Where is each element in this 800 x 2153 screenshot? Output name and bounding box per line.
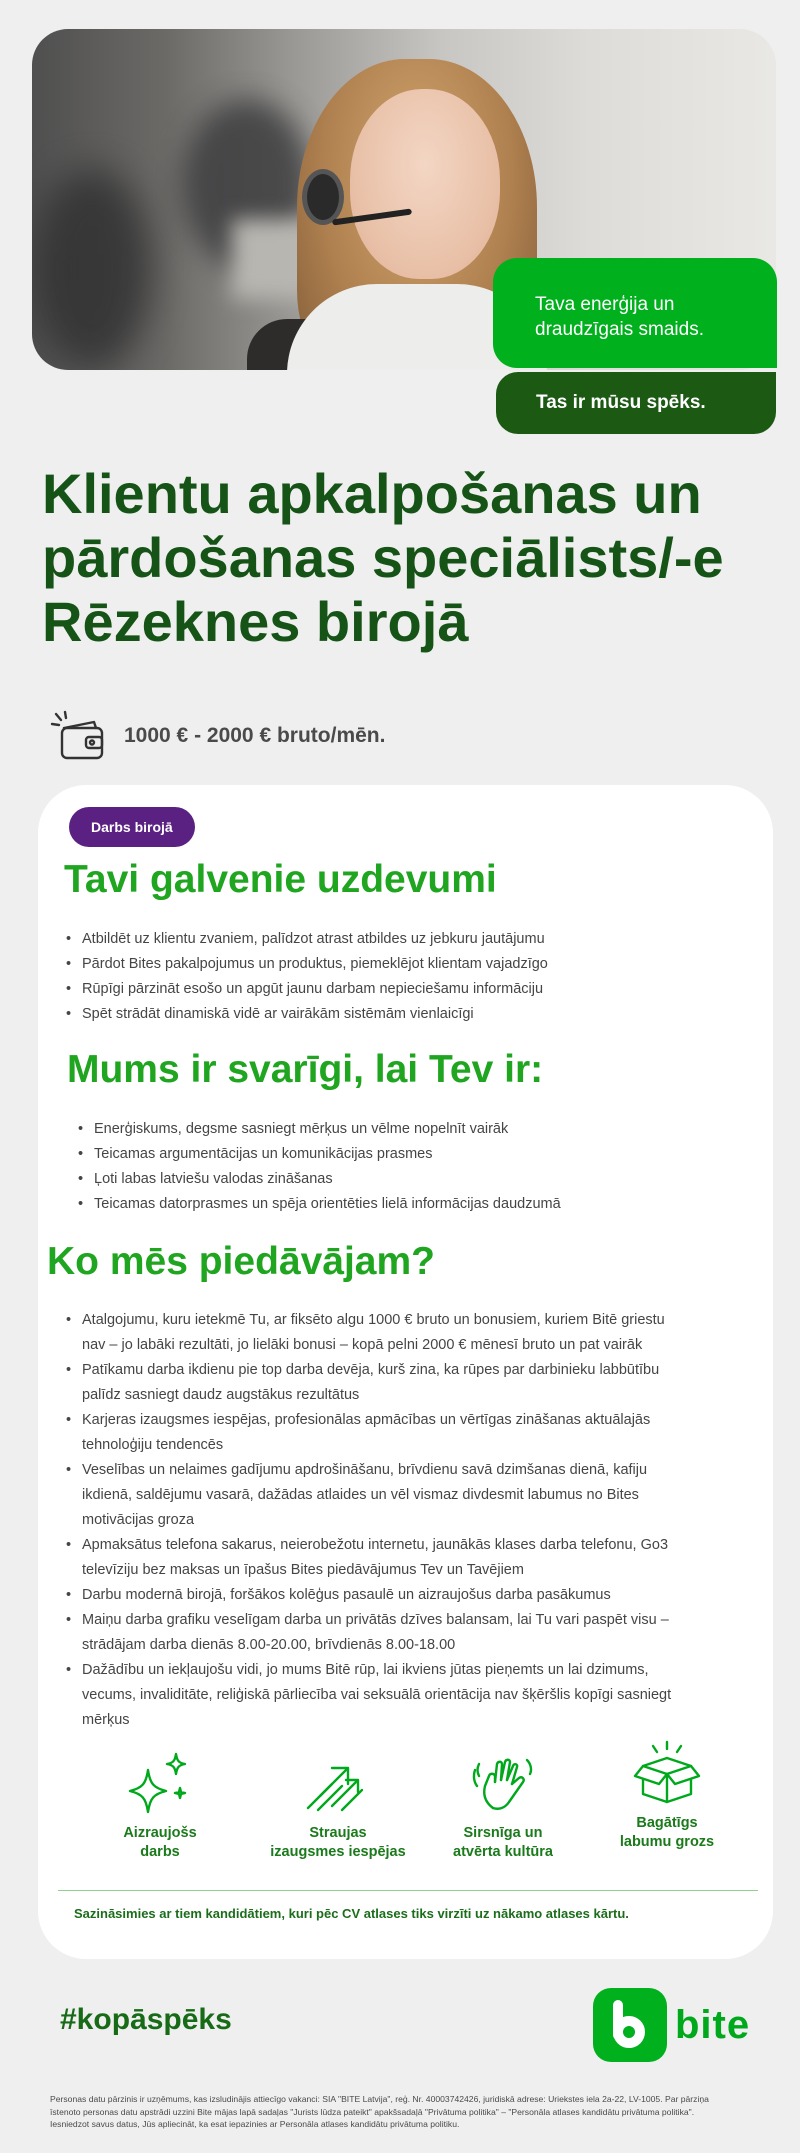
benefit-culture: Sirsnīga un atvērta kultūra: [418, 1750, 588, 1862]
offer-list: [66, 1308, 671, 1733]
gift-box-icon: [631, 1740, 703, 1806]
list-item: • Pārdot Bites pakalpojumus un produktus, piemeklējot klientam vajadzīgo: [66, 952, 548, 977]
list-item: • Enerģiskums, degsme sasniegt mērķus un vēlme nopelnīt vairāk: [78, 1117, 561, 1142]
list-item: • Spēt strādāt dinamiskā vidē ar vairākām sistēmām vienlaicīgi: [66, 1002, 548, 1027]
benefit-growth: Straujas izaugsmes iespējas: [253, 1750, 423, 1862]
tasks-list: [66, 927, 548, 1027]
bubble-line-2: draudzīgais smaids.: [535, 319, 704, 340]
list-item: • Apmaksātus telefona sakarus, neierobežotu internetu, jaunākās klases darba telefonu, Go3 televīziju bez maksas un īpašus Bites piedāvājumus Tev un Tavējiem: [66, 1533, 671, 1583]
hashtag: #kopāspēks: [60, 2003, 232, 2036]
list-item: • Dažādību un iekļaujošu vidi, jo mums Bitē rūp, lai ikviens jūtas pieņemts un lai dzimums, vecums, invaliditāte, reliģiskā pārliecība vai seksuālā orientācija nav šķēršlis kopīgi sasniegt mērķus: [66, 1658, 671, 1733]
job-details-card: [38, 785, 773, 1959]
divider: [58, 1890, 758, 1891]
job-title-line-3: Rēzeknes birojā: [42, 590, 469, 653]
offer-heading: Ko mēs piedāvājam?: [47, 1240, 435, 1283]
bite-logo-text: bite: [675, 2002, 751, 2047]
bite-logo: [593, 1986, 753, 2064]
list-item: • Teicamas argumentācijas un komunikācijas prasmes: [78, 1142, 561, 1167]
contact-note: Sazināsimies ar tiem kandidātiem, kuri pēc CV atlases tiks virzīti uz nākamo atlases kārtu.: [74, 1906, 629, 1921]
list-item: • Ļoti labas latviešu valodas zināšanas: [78, 1167, 561, 1192]
benefit-exciting-work: Aizraujošs darbs: [75, 1750, 245, 1862]
headset-icon: [302, 169, 344, 225]
growth-arrows-icon: [302, 1750, 374, 1816]
benefits-row: [38, 1750, 773, 1870]
requirements-list: [78, 1117, 561, 1217]
list-item: • Karjeras izaugsmes iespējas, profesionālas apmācības un vērtīgas zināšanas aktuālajās tehnoloģiju tendencēs: [66, 1408, 671, 1458]
list-item: • Atbildēt uz klientu zvaniem, palīdzot atrast atbildes uz jebkuru jautājumu: [66, 927, 548, 952]
list-item: • Maiņu darba grafiku veselīgam darba un privātās dzīves balansam, lai Tu vari paspēt visu – strādājam darba dienās 8.00-20.00, brīvdienās 8.00-18.00: [66, 1608, 671, 1658]
job-title-line-1: Klientu apkalpošanas un: [42, 462, 702, 525]
benefit-perks: Bagātīgs labumu grozs: [582, 1740, 752, 1852]
requirements-heading: Mums ir svarīgi, lai Tev ir:: [67, 1048, 544, 1091]
privacy-footnote: Personas datu pārzinis ir uzņēmums, kas izsludinājis attiecīgo vakanci: SIA "BITE Latvija", reģ. Nr. 40003742426, juridiskā adrese: Uriekstes iela 2a-22, LV-1005. Par pārziņa īstenoto personas datu apstrādi uzzini Bite mājas lapā sadaļas "Jurists lūdza pateikt" apakšsadaļā "Privātuma politika" – "Personāla atlases kandidātu privātuma politika". Iesniedzot savus datus, Jūs apliecināt, ka esat iepazinies ar Personāla atlases kandidātu privātuma politiku.: [50, 2094, 709, 2130]
salary-range: 1000 € - 2000 € bruto/mēn.: [124, 724, 386, 747]
bite-logo-icon: [593, 1988, 667, 2062]
list-item: • Rūpīgi pārzināt esošo un apgūt jaunu darbam nepieciešamu informāciju: [66, 977, 548, 1002]
work-type-badge: Darbs birojā: [69, 807, 195, 847]
list-item: • Veselības un nelaimes gadījumu apdrošināšanu, brīvdienu savā dzimšanas dienā, kafiju ikdienā, saldējumu vasarā, dažādas atlaides un vēl vismaz divdesmit labumus no Bites motivācijas groza: [66, 1458, 671, 1533]
bubble-line-1: Tava enerģija un: [535, 294, 675, 315]
job-title-line-2: pārdošanas speciālists/-e: [42, 526, 724, 589]
salary-row: [50, 710, 385, 762]
tasks-heading: Tavi galvenie uzdevumi: [64, 858, 497, 901]
list-item: • Teicamas datorprasmes un spēja orientēties lielā informācijas daudzumā: [78, 1192, 561, 1217]
wallet-icon: [50, 710, 110, 762]
hero-speech-bubble: [493, 258, 777, 368]
waving-hand-icon: [467, 1750, 539, 1816]
list-item: • Atalgojumu, kuru ietekmē Tu, ar fiksēto algu 1000 € bruto un bonusiem, kuriem Bitē griestu nav – jo labāki rezultāti, jo lielāki bonusi – kopā pelni 2000 € mēnesī bruto un pat vairāk: [66, 1308, 671, 1358]
slogan-text: Tas ir mūsu spēks.: [536, 392, 706, 413]
hero-slogan-bubble: [496, 372, 776, 434]
job-title: [42, 462, 782, 654]
list-item: • Darbu modernā birojā, foršākos kolēģus pasaulē un aizraujošus darba pasākumus: [66, 1583, 671, 1608]
sparkles-icon: [124, 1750, 196, 1816]
list-item: • Patīkamu darba ikdienu pie top darba devēja, kurš zina, ka rūpes par darbinieku labbūtību palīdz sasniegt daudz augstākus rezultātus: [66, 1358, 671, 1408]
